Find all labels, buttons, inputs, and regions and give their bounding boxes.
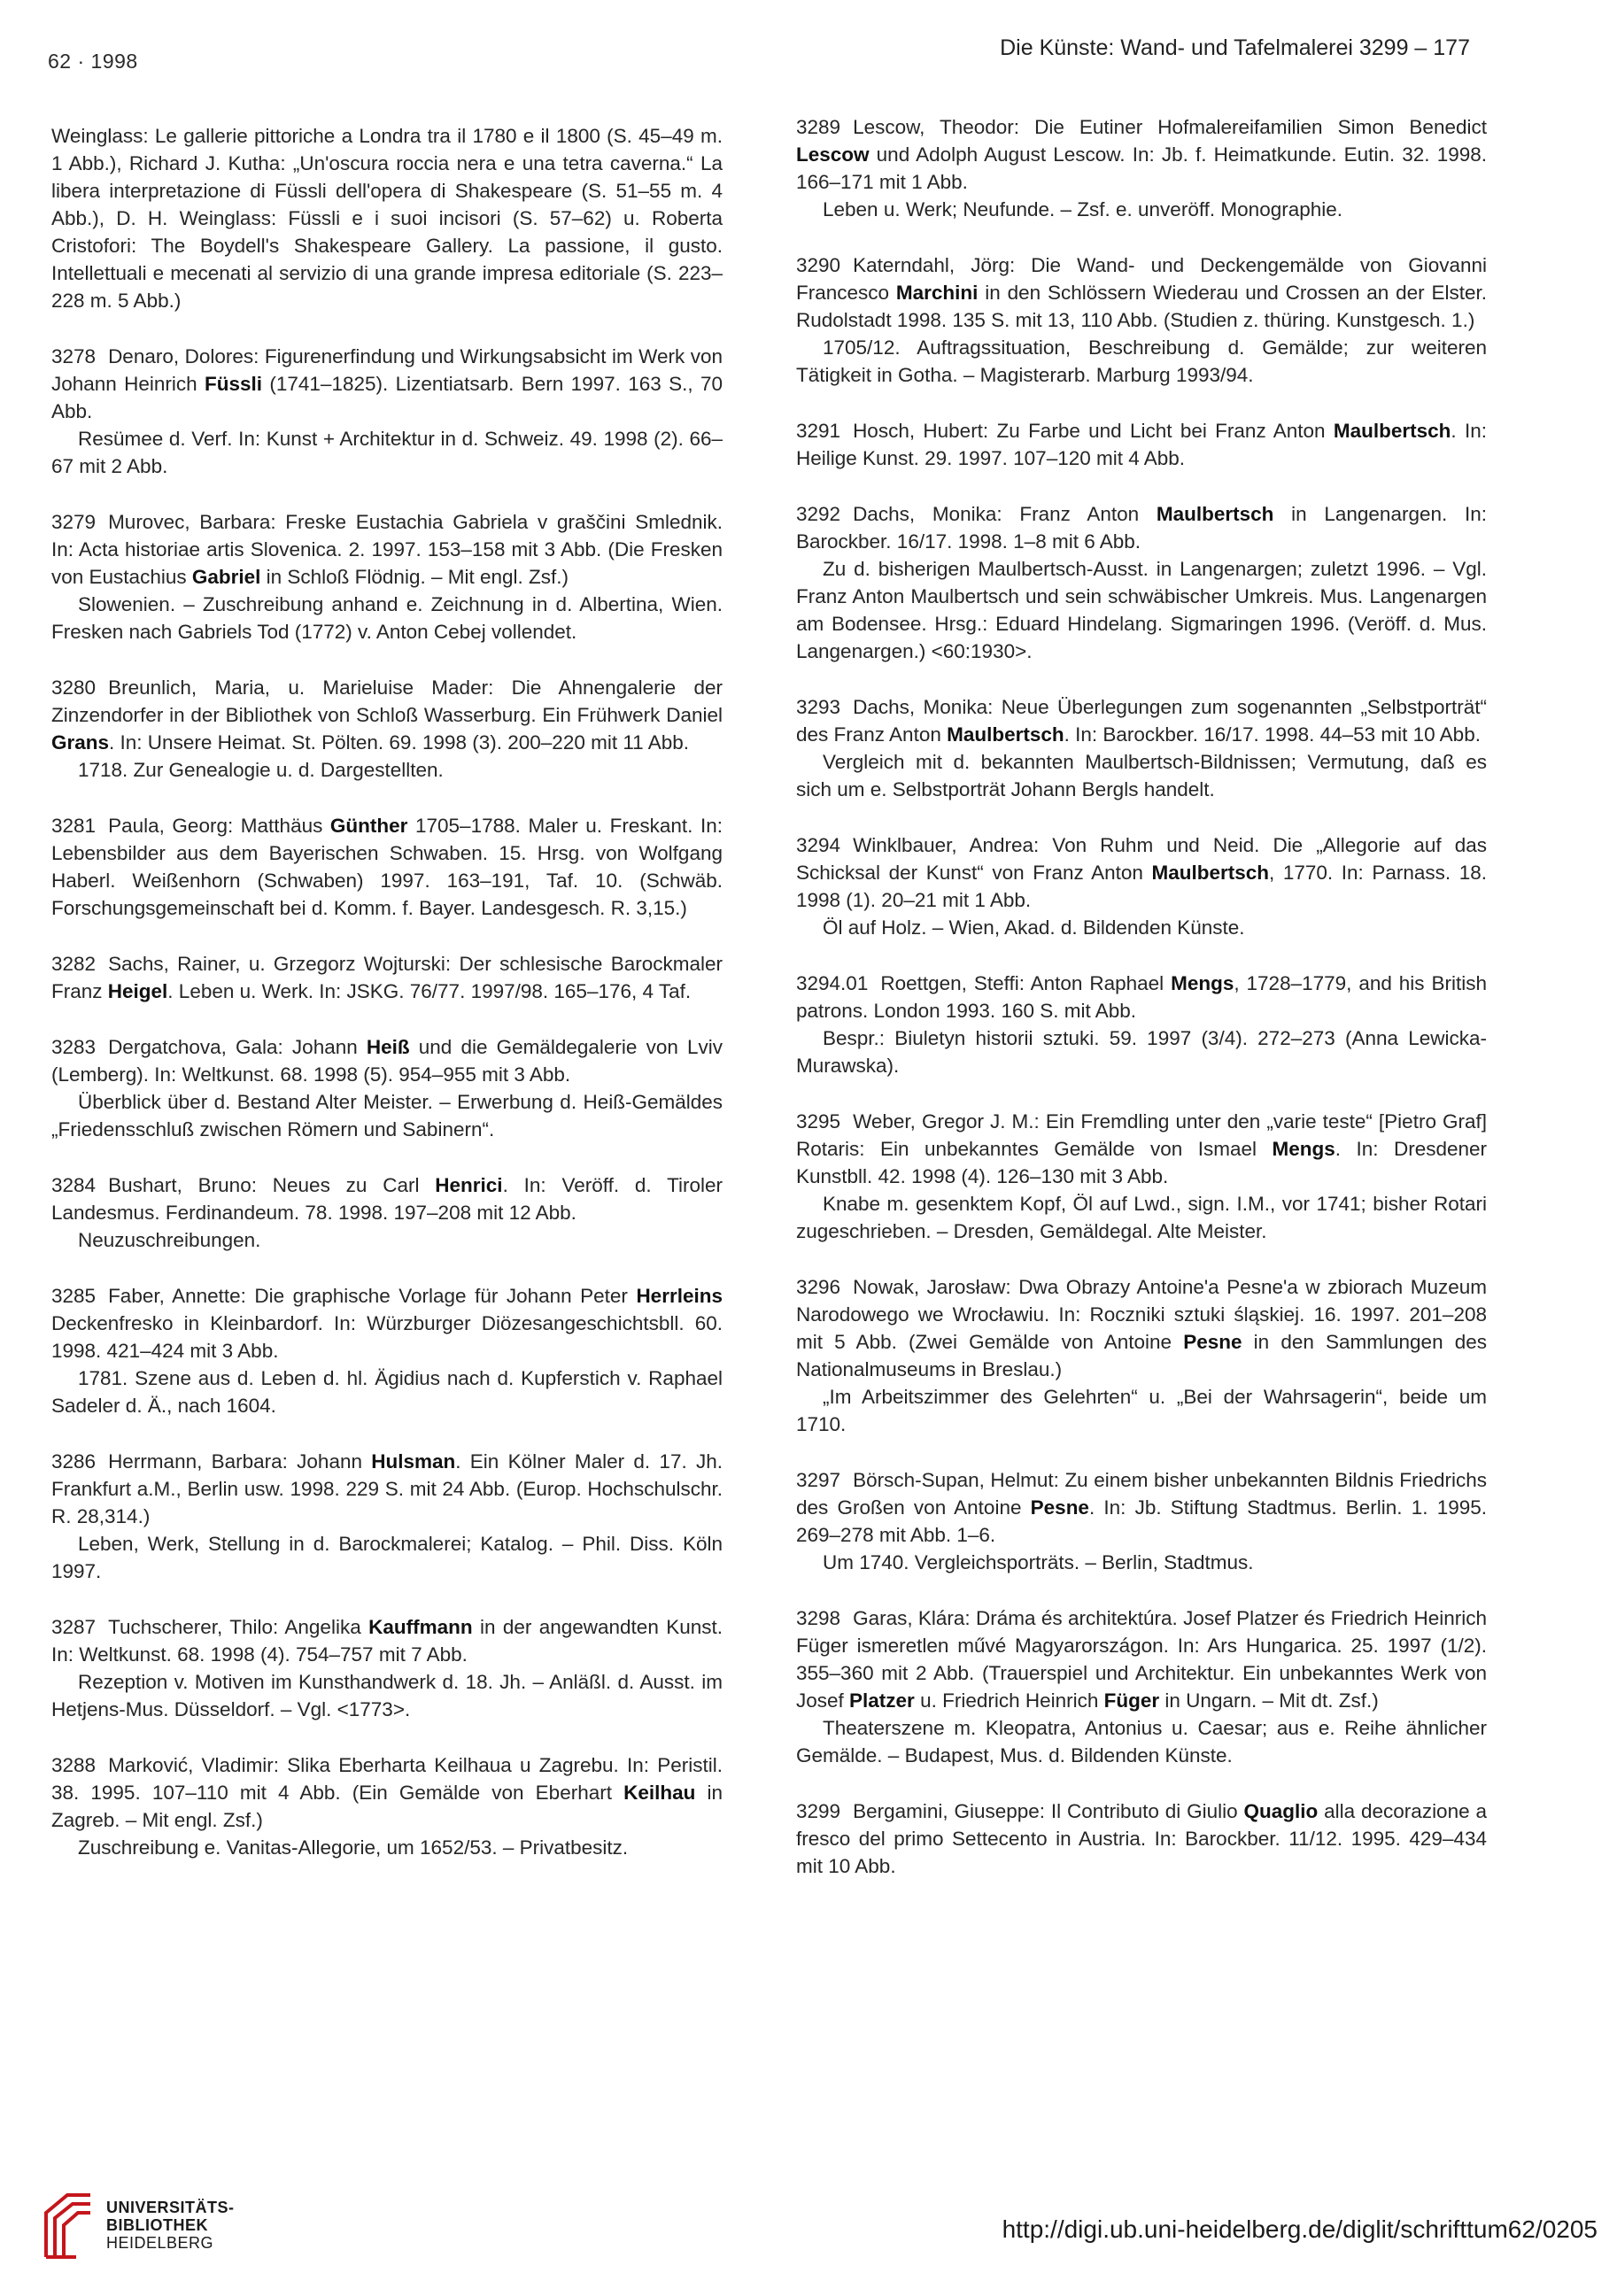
library-name-line2: BIBLIOTHEK — [106, 2216, 208, 2234]
entry-text: Katerndahl, Jörg: Die Wand- und Deckengemälde von Giovanni Francesco — [796, 254, 1487, 304]
entry-number: 3281 — [51, 815, 97, 837]
entry-text: Garas, Klára: Dráma és architektúra. Josef Platzer és Friedrich Heinrich Füger ismeretlen művé Magyarországon. In: Ars Hungarica. 25. 1997 (1/2). 355–360 mit 2 Abb. (Trauerspiel und Architektur. Ein unbekanntes Werk von Josef — [796, 1607, 1487, 1712]
footer — [0, 2150, 1617, 2296]
entry-text: 1705–1788. Maler u. Freskant. In: Lebensbilder aus dem Bayerischen Schwaben. 15. Hrsg. von Wolfgang Haberl. Weißenhorn (Schwaben) 1997. 163–191, Taf. 10. (Schwäb. Forschungsgemeinschaft bei d. Komm. f. Bayer. Landesgesch. R. 3,15.) — [51, 815, 723, 919]
entry-citation — [796, 1273, 1487, 1383]
page-header — [48, 34, 1470, 73]
library-name-line1: UNIVERSITÄTS- — [106, 2199, 235, 2216]
entry-annotation: Leben, Werk, Stellung in d. Barockmalerei; Katalog. – Phil. Diss. Köln 1997. — [51, 1533, 723, 1582]
entry-citation — [796, 1108, 1487, 1190]
library-logo-icon — [41, 2190, 96, 2261]
entry-number: 3298 — [796, 1607, 841, 1629]
entry-text: . In: Heilige Kunst. 29. 1997. 107–120 mit 4 Abb. — [796, 420, 1487, 469]
entry-text: Faber, Annette: Die graphische Vorlage für Johann Peter — [108, 1285, 637, 1307]
entry-annotation: Neuzuschreibungen. — [78, 1229, 261, 1251]
entry-annotation: Resümee d. Verf. In: Kunst + Architektur in d. Schweiz. 49. 1998 (2). 66–67 mit 2 Abb. — [51, 428, 723, 477]
bibliography-entry — [796, 693, 1487, 803]
entry-text: Hosch, Hubert: Zu Farbe und Licht bei Franz Anton — [853, 420, 1334, 442]
entry-number: 3285 — [51, 1285, 97, 1307]
entry-annotation: Slowenien. – Zuschreibung anhand e. Zeichnung in d. Albertina, Wien. Fresken nach Gabriels Tod (1772) v. Anton Cebej vollendet. — [51, 593, 723, 643]
entry-number: 3294 — [796, 834, 841, 856]
entry-artist-name: Maulbertsch — [947, 723, 1064, 746]
entry-text: Dachs, Monika: Neue Überlegungen zum sogenannten „Selbstporträt“ des Franz Anton — [796, 696, 1487, 746]
entry-text: Roettgen, Steffi: Anton Raphael — [880, 972, 1172, 994]
entry-citation — [796, 113, 1487, 196]
entry-number: 3293 — [796, 696, 841, 718]
entry-number: 3292 — [796, 503, 841, 525]
entry-text: Marković, Vladimir: Slika Eberharta Keilhaua u Zagrebu. In: Peristil. 38. 1995. 107–110 mit 4 Abb. (Ein Gemälde von Eberhart — [51, 1754, 723, 1804]
entry-number: 3283 — [51, 1036, 97, 1058]
bibliography-entry — [796, 970, 1487, 1079]
entry-text: Murovec, Barbara: Freske Eustachia Gabriela v graščini Smlednik. In: Acta historiae artis Slovenica. 2. 1997. 153–158 mit 3 Abb. (Die Fresken von Eustachius — [51, 511, 723, 588]
entry-text: , 1728–1779, and his British patrons. London 1993. 160 S. mit Abb. — [796, 972, 1487, 1022]
entry-text: und die Gemäldegalerie von Lviv (Lemberg). In: Weltkunst. 68. 1998 (5). 954–955 mit 3 Abb. — [51, 1036, 723, 1086]
entry-annotation: Knabe m. gesenktem Kopf, Öl auf Lwd., sign. I.M., vor 1741; bisher Rotari zugeschrieben. – Dresden, Gemäldegal. Alte Meister. — [796, 1193, 1487, 1242]
entry-text: , 1770. In: Parnass. 18. 1998 (1). 20–21 mit 1 Abb. — [796, 862, 1487, 911]
bibliography-entry — [51, 1282, 723, 1419]
bibliography-entry — [51, 1448, 723, 1585]
entry-citation — [51, 812, 723, 922]
entry-citation — [51, 1448, 723, 1530]
running-head: Die Künste: Wand- und Tafelmalerei 3299 – 177 — [1000, 35, 1470, 60]
entry-text: (1741–1825). Lizentiatsarb. Bern 1997. 163 S., 70 Abb. — [51, 373, 723, 422]
entry-citation — [796, 500, 1487, 555]
entry-text: Lescow, Theodor: Die Eutiner Hofmalereifamilien Simon Benedict — [853, 116, 1487, 138]
bibliography-entry — [796, 1797, 1487, 1880]
entry-text: Nowak, Jarosław: Dwa Obrazy Antoine'a Pesne'a w zbiorach Muzeum Narodowego we Wrocławiu. In: Roczniki sztuki śląskiej. 16. 1997. 201–208 mit 5 Abb. (Zwei Gemälde von Antoine — [796, 1276, 1487, 1353]
entry-artist-name: Heigel — [107, 980, 168, 1002]
entry-citation — [796, 970, 1487, 1024]
entry-annotation: Überblick über d. Bestand Alter Meister. – Erwerbung d. Heiß-Gemäldes „Friedensschluß zwischen Römern und Sabinern“. — [51, 1091, 723, 1140]
entry-citation — [796, 1466, 1487, 1549]
bibliography-entry — [51, 343, 723, 480]
entry-artist-name: Heiß — [366, 1036, 410, 1058]
entry-citation — [51, 1613, 723, 1668]
entry-artist-name: Füger — [1103, 1689, 1160, 1712]
entry-annotation: 1718. Zur Genealogie u. d. Dargestellten. — [78, 759, 444, 781]
bibliography-entry — [796, 1466, 1487, 1576]
entry-text: Weinglass: Le gallerie pittoriche a Londra tra il 1780 e il 1800 (S. 45–49 m. 1 Abb.), Richard J. Kutha: „Un'oscura roccia nera e una tetra caverna.“ La libera interpretazione di Füssli dell'opera di Shakespeare (S. 51–55 m. 4 Abb.), D. H. Weinglass: Füssli e i suoi incisori (S. 57–62) u. Roberta Cristofori: The Boydell's Shakespeare Gallery. La passione, il gusto. Intellettuali e mecenati al servizio di una grande impresa editoriale (S. 223–228 m. 5 Abb.) — [51, 125, 723, 312]
entry-text: Denaro, Dolores: Figurenerfindung und Wirkungsabsicht im Werk von Johann Heinrich — [51, 345, 723, 395]
entry-annotation: Um 1740. Vergleichsporträts. – Berlin, Stadtmus. — [823, 1551, 1254, 1573]
entry-text: in Zagreb. – Mit engl. Zsf.) — [51, 1782, 723, 1831]
bibliography-entry — [51, 1613, 723, 1723]
entry-text: in den Schlössern Wiederau und Crossen an der Elster. Rudolstadt 1998. 135 S. mit 13, 110 Abb. (Studien z. thüring. Kunstgesch. 1.) — [796, 282, 1487, 331]
entry-number: 3290 — [796, 254, 841, 276]
entry-citation — [51, 1033, 723, 1088]
bibliography-entry — [51, 812, 723, 922]
bibliography-entry — [51, 508, 723, 646]
entry-citation — [51, 674, 723, 756]
bibliography-entry — [51, 1171, 723, 1254]
entry-text: alla decorazione a fresco del primo Settecento in Austria. In: Barockber. 11/12. 1995. 429–434 mit 10 Abb. — [796, 1800, 1487, 1877]
entry-annotation: Vergleich mit d. bekannten Maulbertsch-Bildnissen; Vermutung, daß es sich um e. Selbstporträt Johann Bergls handelt. — [796, 751, 1487, 800]
entry-number: 3299 — [796, 1800, 841, 1822]
entry-number: 3279 — [51, 511, 97, 533]
entry-text: Breunlich, Maria, u. Marieluise Mader: Die Ahnengalerie der Zinzendorfer in der Bibliothek von Schloß Wasserburg. Ein Frühwerk Daniel — [51, 676, 723, 726]
entry-text: . In: Barockber. 16/17. 1998. 44–53 mit 10 Abb. — [1064, 723, 1481, 746]
entry-text: Börsch-Supan, Helmut: Zu einem bisher unbekannten Bildnis Friedrichs des Großen von Antoine — [796, 1469, 1487, 1519]
entry-artist-name: Platzer — [849, 1689, 915, 1712]
entry-text: . In: Dresdener Kunstbll. 42. 1998 (4). 126–130 mit 3 Abb. — [796, 1138, 1488, 1187]
entry-annotation: Leben u. Werk; Neufunde. – Zsf. e. unveröff. Monographie. — [823, 198, 1343, 220]
entry-annotation: 1781. Szene aus d. Leben d. hl. Ägidius nach d. Kupferstich v. Raphael Sadeler d. Ä., nach 1604. — [51, 1367, 723, 1417]
entry-citation — [51, 1282, 723, 1364]
entry-number: 3284 — [51, 1174, 97, 1196]
entry-text: Weber, Gregor J. M.: Ein Fremdling unter den „varie teste“ [Pietro Graf] Rotaris: Ein unbekanntes Gemälde von Ismael — [796, 1110, 1487, 1160]
entry-citation — [796, 1797, 1487, 1880]
left-column — [51, 122, 723, 1890]
entry-number: 3278 — [51, 345, 97, 367]
library-name-line3: HEIDELBERG — [106, 2234, 214, 2252]
bibliography-entry — [51, 1751, 723, 1861]
entry-artist-name: Keilhau — [623, 1782, 696, 1804]
entry-text: Tuchscherer, Thilo: Angelika — [108, 1616, 369, 1638]
entry-annotation: Theaterszene m. Kleopatra, Antonius u. Caesar; aus e. Reihe ähnlicher Gemälde. – Budapest, Mus. d. Bildenden Künste. — [796, 1717, 1487, 1766]
entry-artist-name: Kauffmann — [368, 1616, 473, 1638]
entry-text: Paula, Georg: Matthäus — [108, 815, 330, 837]
entry-text: in Ungarn. – Mit dt. Zsf.) — [1159, 1689, 1379, 1712]
entry-artist-name: Marchini — [895, 282, 979, 304]
entry-citation — [51, 343, 723, 425]
bibliography-entry — [796, 417, 1487, 472]
bibliography-entry — [51, 950, 723, 1005]
entry-annotation: Zuschreibung e. Vanitas-Allegorie, um 1652/53. – Privatbesitz. — [78, 1836, 629, 1859]
entry-text: Dachs, Monika: Franz Anton — [853, 503, 1157, 525]
entry-number: 3289 — [796, 116, 841, 138]
entry-annotation: Zu d. bisherigen Maulbertsch-Ausst. in Langenargen; zuletzt 1996. – Vgl. Franz Anton Maulbertsch und sein schwäbischer Umkreis. Mus. Langenargen am Bodensee. Hrsg.: Eduard Hindelang. Sigmaringen 1996. (Veröff. d. Mus. Langenargen.) <60:1930>. — [796, 558, 1487, 662]
bibliography-entry — [796, 1604, 1487, 1769]
entry-number: 3294.01 — [796, 972, 869, 994]
entry-text: und Adolph August Lescow. In: Jb. f. Heimatkunde. Eutin. 32. 1998. 166–171 mit 1 Abb. — [796, 143, 1487, 193]
bibliography-entry — [51, 674, 723, 784]
entry-artist-name: Maulbertsch — [1333, 420, 1451, 442]
entry-text: Bushart, Bruno: Neues zu Carl — [108, 1174, 436, 1196]
entry-number: 3297 — [796, 1469, 841, 1491]
right-column — [796, 113, 1487, 1908]
entry-text: Winklbauer, Andrea: Von Ruhm und Neid. Die „Allegorie auf das Schicksal der Kunst“ von Franz Anton — [796, 834, 1487, 884]
entry-citation — [51, 122, 723, 314]
entry-text: . In: Veröff. d. Tiroler Landesmus. Ferdinandeum. 78. 1998. 197–208 mit 12 Abb. — [51, 1174, 723, 1224]
bibliography-entry — [796, 251, 1487, 389]
entry-annotation: 1705/12. Auftragssituation, Beschreibung d. Gemälde; zur weiteren Tätigkeit in Gotha. – Magisterarb. Marburg 1993/94. — [796, 336, 1487, 386]
entry-number: 3295 — [796, 1110, 841, 1133]
entry-annotation: Öl auf Holz. – Wien, Akad. d. Bildenden Künste. — [823, 916, 1245, 939]
entry-text: . In: Jb. Stiftung Stadtmus. Berlin. 1. 1995. 269–278 mit Abb. 1–6. — [796, 1496, 1487, 1546]
entry-artist-name: Mengs — [1272, 1138, 1335, 1160]
entry-text: in Schloß Flödnig. – Mit engl. Zsf.) — [260, 566, 569, 588]
entry-text: Deckenfresko in Kleinbardorf. In: Würzburger Diözesangeschichtsbll. 60. 1998. 421–424 mit 3 Abb. — [51, 1312, 723, 1362]
entry-number: 3282 — [51, 953, 97, 975]
entry-citation — [796, 693, 1487, 748]
entry-citation — [51, 1751, 723, 1834]
entry-artist-name: Füssli — [205, 373, 263, 395]
entry-citation — [796, 251, 1487, 334]
bibliography-entry — [796, 1108, 1487, 1245]
entry-citation — [51, 508, 723, 591]
entry-artist-name: Henrici — [435, 1174, 503, 1196]
entry-citation — [51, 1171, 723, 1226]
entry-artist-name: Hulsman — [371, 1450, 456, 1473]
entry-citation — [796, 417, 1487, 472]
entry-text: . In: Unsere Heimat. St. Pölten. 69. 1998 (3). 200–220 mit 11 Abb. — [109, 731, 689, 754]
bibliography-entry — [796, 831, 1487, 941]
entry-number: 3287 — [51, 1616, 97, 1638]
entry-text: Herrmann, Barbara: Johann — [108, 1450, 372, 1473]
entry-artist-name: Lescow — [796, 143, 870, 166]
entry-number: 3291 — [796, 420, 841, 442]
entry-artist-name: Grans — [51, 731, 110, 754]
entry-citation — [51, 950, 723, 1005]
entry-text: . Leben u. Werk. In: JSKG. 76/77. 1997/98. 165–176, 4 Taf. — [167, 980, 692, 1002]
entry-text: . Ein Kölner Maler d. 17. Jh. Frankfurt a.M., Berlin usw. 1998. 229 S. mit 24 Abb. (Europ. Hochschulschr. R. 28,314.) — [51, 1450, 723, 1527]
entry-text: u. Friedrich Heinrich — [914, 1689, 1104, 1712]
entry-annotation: „Im Arbeitszimmer des Gelehrten“ u. „Bei der Wahrsagerin“, beide um 1710. — [796, 1386, 1487, 1435]
entry-citation — [796, 1604, 1487, 1714]
library-name — [106, 2199, 235, 2252]
entry-number: 3296 — [796, 1276, 841, 1298]
entry-text: in Langenargen. In: Barockber. 16/17. 1998. 1–8 mit 6 Abb. — [796, 503, 1487, 553]
entry-text: in den Sammlungen des Nationalmuseums in Breslau.) — [796, 1331, 1488, 1380]
entry-artist-name: Gabriel — [191, 566, 261, 588]
entry-artist-name: Maulbertsch — [1151, 862, 1269, 884]
entry-text: in der angewandten Kunst. In: Weltkunst. 68. 1998 (4). 754–757 mit 7 Abb. — [51, 1616, 723, 1666]
bibliography-entry — [796, 1273, 1487, 1438]
entry-number: 3280 — [51, 676, 97, 699]
entry-text: Sachs, Rainer, u. Grzegorz Wojturski: Der schlesische Barockmaler Franz — [51, 953, 723, 1002]
page-number: 62 · 1998 — [48, 50, 138, 73]
entry-artist-name: Günther — [329, 815, 408, 837]
bibliography-entry — [796, 500, 1487, 665]
entry-artist-name: Mengs — [1171, 972, 1234, 994]
entry-number: 3288 — [51, 1754, 97, 1776]
entry-artist-name: Quaglio — [1243, 1800, 1319, 1822]
entry-number: 3286 — [51, 1450, 97, 1473]
entry-annotation: Bespr.: Biuletyn historii sztuki. 59. 1997 (3/4). 272–273 (Anna Lewicka-Murawska). — [796, 1027, 1487, 1077]
bibliography-entry — [51, 1033, 723, 1143]
entry-artist-name: Pesne — [1183, 1331, 1242, 1353]
entry-text: Bergamini, Giuseppe: Il Contributo di Giulio — [853, 1800, 1244, 1822]
entry-artist-name: Pesne — [1030, 1496, 1089, 1519]
bibliography-entry — [51, 122, 723, 314]
entry-text: Dergatchova, Gala: Johann — [108, 1036, 367, 1058]
bibliography-entry — [796, 113, 1487, 223]
entry-artist-name: Herrleins — [636, 1285, 723, 1307]
entry-annotation: Rezeption v. Motiven im Kunsthandwerk d. 18. Jh. – Anläßl. d. Ausst. im Hetjens-Mus. Düsseldorf. – Vgl. <1773>. — [51, 1671, 723, 1720]
entry-artist-name: Maulbertsch — [1156, 503, 1274, 525]
source-url-link[interactable]: http://digi.ub.uni-heidelberg.de/diglit/schrifttum62/0205 — [1002, 2215, 1598, 2243]
entry-citation — [796, 831, 1487, 914]
